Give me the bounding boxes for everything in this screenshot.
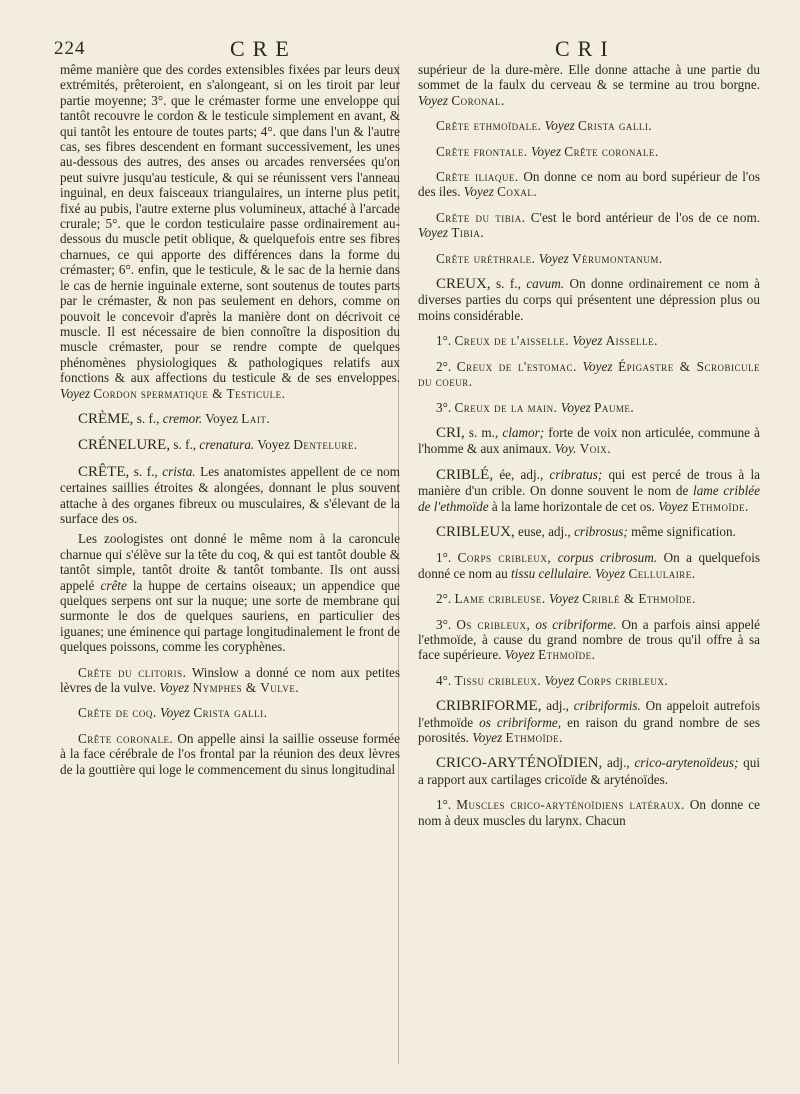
entry-creux-aisselle: 1°. Creux de l'aisselle. Voyez Aisselle. <box>436 333 658 349</box>
page-number: 224 <box>54 38 86 59</box>
entry-muscles-crico: 1°. Muscles crico-aryténoïdiens latéraux. On donne ce nom à deux muscles du larynx. Chacun <box>418 797 761 828</box>
entry-tissu-cribleux: 4°. Tissu cribleux. Voyez Corps cribleux. <box>436 672 669 688</box>
running-head-right: CRI <box>555 36 616 61</box>
entry-crete-clitoris: Crête du clitoris. Winslow a donné ce nom aux petites lèvres de la vulve. Voyez Nymphes & Vulve. <box>60 664 400 696</box>
entry-crible: CRIBLÉ, ée, adj., cribratus; qui est percé de trous à la manière d'un crible. On donne souvent le nom de lame criblée de l'ethmoïde à la lame horizontale de cet os. Voyez Ethmoïde. <box>418 466 760 514</box>
entry-crete-ethmoidale: Crête ethmoïdale. Voyez Crista galli. <box>436 118 653 134</box>
entry-os-cribleux: 3°. Os cribleux, os cribriforme. On a parfois ainsi appelé l'ethmoïde, à cause du grand nombre de trous qu'il offre à sa face supérieure. Voyez Ethmoïde. <box>418 616 760 663</box>
entry-crete-coronale: Crête coronale. On appelle ainsi la saillie osseuse formée à la face cérébrale de l'os frontal par la réunion des deux lèvres de la gouttière qui loge le commencement du sinus longitudinal <box>60 730 400 777</box>
entry-crete-urethrale: Crête uréthrale. Voyez Vérumontanum. <box>436 250 663 266</box>
entry-creux-main: 3°. Creux de la main. Voyez Paume. <box>436 399 635 415</box>
entry-creux: CREUX, s. f., cavum. On donne ordinairement ce nom à diverses parties du corps qui présentent une dépression plus ou moins considérable. <box>418 276 760 323</box>
entry-crico-arytenoidien: CRICO-ARYTÉNOÏDIEN, adj., crico-arytenoïdeus; qui a rapport aux cartilages cricoïde & aryténoïdes. <box>418 755 761 787</box>
entry-lame-cribleuse: 2°. Lame cribleuse. Voyez Criblé & Ethmoïde. <box>436 591 696 607</box>
entry-creme: CRÈME, s. f., cremor. Voyez Lait. <box>78 410 271 427</box>
entry-creux-estomac: 2°. Creux de l'estomac. Voyez Épigastre & Scrobicule du coeur. <box>418 358 761 390</box>
entry-continued: même manière que des cordes extensibles fixées par leurs deux extrémités, prêteroient, en s'alongeant, si on les tiroit par leur partie moyenne; 3°. que le crémaster forme une enveloppe qui tantôt recouvre le cordon & le testicule simplement en avant, & qui tantôt les entoure de toutes parts; 4°. que dans l'un & l'autre cas, ses fibres descendent en formant successivement, les unes au-dessous des autres, des anses ou arcades renversées qu'on peut suivre jusqu'au testicule, & qui se réunissent vers l'anneau inguinal, en deux faisceaux triangulaires, un interne plus petit, fixé au pubis, l'autre externe plus volumineux, attaché à l'arcade crurale; 5°. que le cordon testiculaire passe ordinairement au-dessous du muscle petit oblique, & quelquefois entre ses fibres charnues, ce qui apporte des différences dans la forme du crémaster; 6°. enfin, que le testicule, & le sac de la hernie dans le cas de hernie inguinale externe, sont soutenus de toutes parts par le crémaster, & non pas seulement en dehors, comme on pouvoit le concevoir d'après la manière dont on décrivoit ce muscle. Il est nécessaire de bien connoître la disposition du muscle crémaster, pour se rendre compte de quelques phénomènes physiologiques & pathologiques relatifs aux fonctions & aux affections du testicule & de ses enveloppes. Voyez Cordon spermatique & Testicule. <box>60 62 400 401</box>
entry-cribleux: CRIBLEUX, euse, adj., cribrosus; même signification. <box>436 523 736 540</box>
right-column <box>418 62 760 833</box>
entry-crete-iliaque: Crête iliaque. On donne ce nom au bord supérieur de l'os des iles. Voyez Coxal. <box>418 169 760 200</box>
entry-crenelure: CRÉNELURE, s. f., crenatura. Voyez Dentelure. <box>78 437 358 454</box>
running-head-left: CRE <box>230 36 297 61</box>
page-header <box>0 32 800 62</box>
entry-crete-coq: Crête de coq. Voyez Crista galli. <box>78 705 268 721</box>
left-column <box>60 62 400 782</box>
entry-crete-tibia: Crête du tibia. C'est le bord antérieur de l'os de ce nom. Voyez Tibia. <box>418 209 761 241</box>
entry-crete-zoology: Les zoologistes ont donné le même nom à la caroncule charnue qui s'élève sur la tête du coq, & qui est tantôt double & tantôt simple, tantôt droite & tantôt tombante. Ils ont aussi appelé crête la huppe de certains oiseaux; un appendice que quelques serpens ont sur la nuque; une sorte de membrane qui surmonte le dos de quelques sauriens, en particulier des iguanes; une éminence qui partage longitudinalement le front de quelques poissons, comme les coryphènes. <box>60 531 401 655</box>
entry-continued-right: supérieur de la dure-mère. Elle donne attache à une partie du sommet de la faulx du cerveau & se termine au trou borgne. Voyez Coronal. <box>418 62 760 108</box>
entry-crete: CRÊTE, s. f., crista. Les anatomistes appellent de ce nom certaines saillies étroites & alongées, donnant le plus souvent attache à des organes fibreux ou musculaires, & s'élevant de la surface des os. <box>60 463 401 526</box>
entry-cri: CRI, s. m., clamor; forte de voix non articulée, commune à l'homme & aux animaux. Voy. Voix. <box>418 424 760 457</box>
entry-corps-cribleux: 1°. Corps cribleux, corpus cribrosum. On a quelquefois donné ce nom au tissu cellulaire. Voyez Cellulaire. <box>418 550 760 581</box>
entry-cribriforme: CRIBRIFORME, adj., cribriformis. On appeloit autrefois l'ethmoïde os cribriforme, en raison du grand nombre de ses porosités. Voyez Ethmoïde. <box>418 698 761 745</box>
entry-crete-frontale: Crête frontale. Voyez Crête coronale. <box>436 143 659 159</box>
